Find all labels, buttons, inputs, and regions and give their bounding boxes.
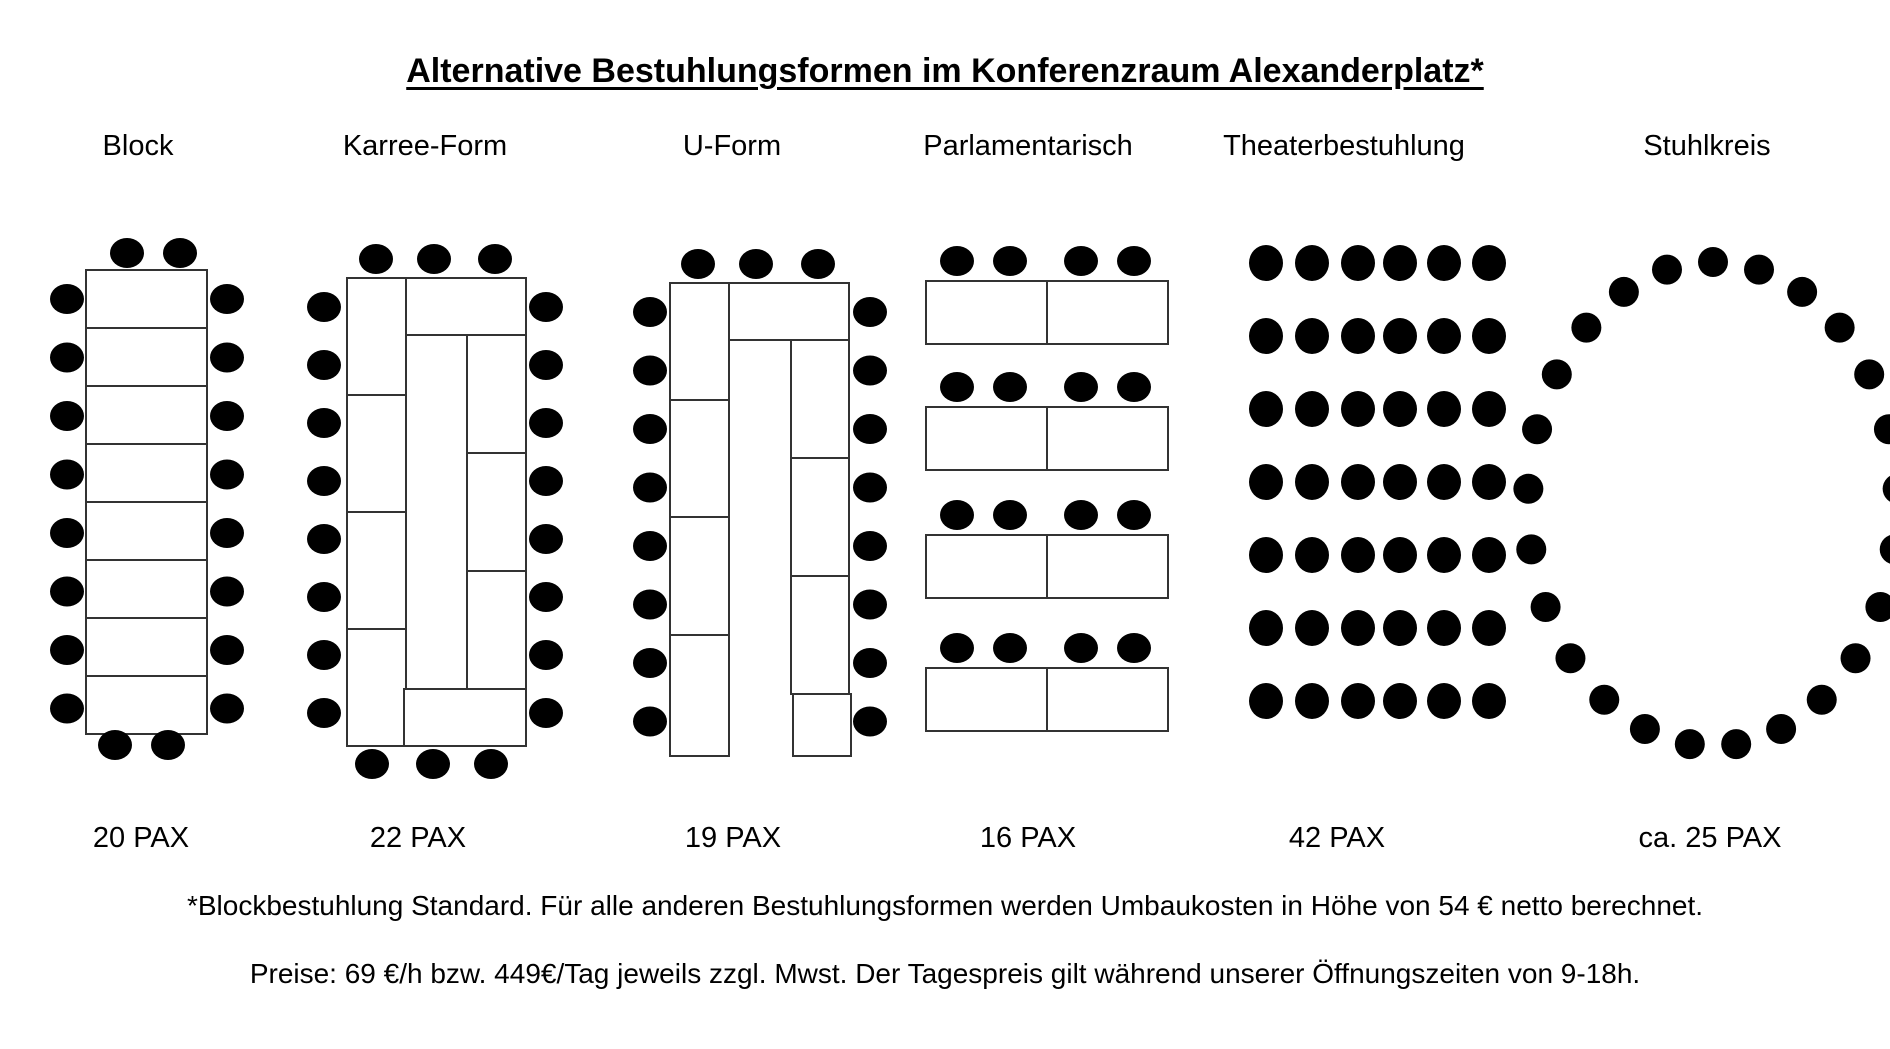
- table: [793, 694, 851, 756]
- table: [926, 281, 1047, 344]
- chair: [1825, 313, 1855, 343]
- chair: [1341, 537, 1375, 573]
- chair: [1383, 537, 1417, 573]
- chair: [681, 249, 715, 279]
- chair: [1341, 683, 1375, 719]
- chair: [801, 249, 835, 279]
- chair: [1249, 464, 1283, 500]
- chair: [1472, 464, 1506, 500]
- chair: [210, 284, 244, 314]
- chair: [1383, 391, 1417, 427]
- chair: [633, 414, 667, 444]
- chair: [50, 694, 84, 724]
- table: [1047, 668, 1168, 731]
- chair: [1589, 685, 1619, 715]
- chair: [1472, 683, 1506, 719]
- chair: [307, 582, 341, 612]
- table: [347, 629, 406, 746]
- chair: [1652, 255, 1682, 285]
- chair: [210, 518, 244, 548]
- table: [1047, 281, 1168, 344]
- chair: [1874, 414, 1890, 444]
- chair: [1609, 277, 1639, 307]
- chair: [1787, 277, 1817, 307]
- chair: [633, 473, 667, 503]
- pax-theater: 42 PAX: [1288, 822, 1386, 854]
- label-parlamentarisch: Parlamentarisch: [923, 130, 1133, 162]
- table: [86, 676, 207, 734]
- table: [86, 386, 207, 444]
- table: [86, 618, 207, 676]
- chair: [1249, 683, 1283, 719]
- chair: [307, 698, 341, 728]
- chair: [1341, 245, 1375, 281]
- chair: [853, 356, 887, 386]
- chair: [1295, 391, 1329, 427]
- chair: [1766, 714, 1796, 744]
- chair: [940, 246, 974, 276]
- chair: [50, 343, 84, 373]
- pax-u-form: 19 PAX: [684, 822, 782, 854]
- chair: [210, 460, 244, 490]
- chair: [1630, 714, 1660, 744]
- chair: [1744, 255, 1774, 285]
- chair: [1427, 464, 1461, 500]
- chair: [1341, 610, 1375, 646]
- chair: [1516, 534, 1546, 564]
- chair: [1383, 464, 1417, 500]
- chair: [1531, 592, 1561, 622]
- chair: [1064, 500, 1098, 530]
- chair: [940, 372, 974, 402]
- chair: [50, 284, 84, 314]
- label-karree: Karree-Form: [342, 130, 508, 162]
- chair: [1883, 474, 1890, 504]
- chair: [1064, 246, 1098, 276]
- chair: [1571, 313, 1601, 343]
- pax-karree: 22 PAX: [369, 822, 467, 854]
- table: [791, 458, 849, 576]
- chair: [163, 238, 197, 268]
- chair: [50, 635, 84, 665]
- theater-layout: [1249, 245, 1506, 719]
- table: [926, 668, 1047, 731]
- table: [467, 453, 526, 571]
- chair: [1555, 643, 1585, 673]
- chair: [307, 640, 341, 670]
- chair: [1117, 500, 1151, 530]
- chair: [633, 356, 667, 386]
- chair: [307, 466, 341, 496]
- chair: [1865, 592, 1890, 622]
- chair: [210, 635, 244, 665]
- table: [926, 407, 1047, 470]
- u-form-layout: [633, 249, 887, 756]
- chair: [1341, 391, 1375, 427]
- chair: [1383, 683, 1417, 719]
- chair: [307, 408, 341, 438]
- table: [404, 689, 526, 746]
- table: [467, 571, 526, 689]
- label-u-form: U-Form: [682, 130, 782, 162]
- chair: [1383, 610, 1417, 646]
- chair: [633, 297, 667, 327]
- chair: [1427, 245, 1461, 281]
- chair: [1249, 391, 1283, 427]
- chair: [478, 244, 512, 274]
- block-layout: [50, 238, 244, 760]
- chair: [993, 246, 1027, 276]
- chair: [1472, 318, 1506, 354]
- chair: [1249, 537, 1283, 573]
- chair: [853, 707, 887, 737]
- table: [670, 400, 729, 517]
- chair: [529, 698, 563, 728]
- karree-layout: [307, 244, 563, 779]
- chair: [1427, 610, 1461, 646]
- chair: [1295, 318, 1329, 354]
- table: [1047, 407, 1168, 470]
- chair: [993, 500, 1027, 530]
- chair: [853, 648, 887, 678]
- chair: [1249, 610, 1283, 646]
- chair: [529, 582, 563, 612]
- page-title: Alternative Bestuhlungsformen im Konferenzraum Alexanderplatz*: [406, 52, 1484, 90]
- table: [1047, 535, 1168, 598]
- table: [86, 328, 207, 386]
- chair: [1249, 318, 1283, 354]
- chair: [151, 730, 185, 760]
- chair: [529, 640, 563, 670]
- chair: [1698, 247, 1728, 277]
- chair: [633, 707, 667, 737]
- chair: [853, 590, 887, 620]
- chair: [633, 590, 667, 620]
- label-stuhlkreis: Stuhlkreis: [1643, 130, 1771, 162]
- table: [86, 560, 207, 618]
- chair: [1383, 318, 1417, 354]
- table: [347, 395, 406, 512]
- chair: [993, 372, 1027, 402]
- chair: [940, 633, 974, 663]
- chair: [1295, 610, 1329, 646]
- chair: [853, 531, 887, 561]
- stuhlkreis-layout: [1513, 247, 1890, 759]
- chair: [940, 500, 974, 530]
- table: [670, 283, 729, 400]
- chair: [1522, 414, 1552, 444]
- chair: [853, 297, 887, 327]
- chair: [50, 518, 84, 548]
- chair: [210, 694, 244, 724]
- chair: [993, 633, 1027, 663]
- chair: [853, 414, 887, 444]
- table: [670, 517, 729, 635]
- table: [926, 535, 1047, 598]
- table: [86, 444, 207, 502]
- note-standard: *Blockbestuhlung Standard. Für alle anderen Bestuhlungsformen werden Umbaukosten in Höhe von 54 € netto berechnet.: [186, 890, 1704, 921]
- chair: [1117, 246, 1151, 276]
- table: [791, 340, 849, 458]
- pax-stuhlkreis: ca. 25 PAX: [1638, 822, 1782, 854]
- table: [347, 512, 406, 629]
- chair: [110, 238, 144, 268]
- chair: [1295, 537, 1329, 573]
- chair: [1341, 318, 1375, 354]
- chair: [853, 473, 887, 503]
- chair: [1427, 537, 1461, 573]
- chair: [1675, 729, 1705, 759]
- chair: [529, 524, 563, 554]
- chair: [1117, 372, 1151, 402]
- chair: [1064, 633, 1098, 663]
- chair: [529, 408, 563, 438]
- chair: [1542, 359, 1572, 389]
- chair: [1427, 391, 1461, 427]
- chair: [307, 292, 341, 322]
- table: [86, 270, 207, 328]
- chair: [1472, 610, 1506, 646]
- chair: [210, 577, 244, 607]
- pax-parlamentarisch: 16 PAX: [979, 822, 1077, 854]
- chair: [1513, 474, 1543, 504]
- chair: [1472, 391, 1506, 427]
- chair: [1472, 537, 1506, 573]
- chair: [739, 249, 773, 279]
- chair: [1427, 683, 1461, 719]
- chair: [1117, 633, 1151, 663]
- chair: [1854, 359, 1884, 389]
- chair: [1383, 245, 1417, 281]
- chair: [355, 749, 389, 779]
- chair: [529, 350, 563, 380]
- chair: [50, 401, 84, 431]
- chair: [98, 730, 132, 760]
- chair: [417, 244, 451, 274]
- chair: [474, 749, 508, 779]
- table: [467, 335, 526, 453]
- chair: [633, 531, 667, 561]
- chair: [50, 460, 84, 490]
- pax-block: 20 PAX: [92, 822, 190, 854]
- chair: [416, 749, 450, 779]
- table: [347, 278, 406, 395]
- chair: [307, 350, 341, 380]
- note-prices: Preise: 69 €/h bzw. 449€/Tag jeweils zzgl. Mwst. Der Tagespreis gilt während unserer Öffnungszeiten von 9-18h.: [249, 958, 1641, 989]
- chair: [633, 648, 667, 678]
- chair: [1880, 534, 1890, 564]
- chair: [529, 292, 563, 322]
- chair: [1472, 245, 1506, 281]
- chair: [1295, 683, 1329, 719]
- chair: [210, 343, 244, 373]
- chair: [1295, 464, 1329, 500]
- label-theater: Theaterbestuhlung: [1223, 130, 1465, 162]
- chair: [529, 466, 563, 496]
- chair: [210, 401, 244, 431]
- chair: [50, 577, 84, 607]
- chair: [1807, 685, 1837, 715]
- chair: [1295, 245, 1329, 281]
- table: [86, 502, 207, 560]
- table: [791, 576, 849, 694]
- chair: [1427, 318, 1461, 354]
- table: [729, 283, 849, 340]
- table: [406, 278, 526, 335]
- chair: [359, 244, 393, 274]
- label-block: Block: [102, 130, 174, 162]
- chair: [1064, 372, 1098, 402]
- chair: [1841, 643, 1871, 673]
- chair: [1341, 464, 1375, 500]
- parlamentarisch-layout: [926, 246, 1168, 731]
- chair: [1721, 729, 1751, 759]
- table: [670, 635, 729, 756]
- chair: [1249, 245, 1283, 281]
- chair: [307, 524, 341, 554]
